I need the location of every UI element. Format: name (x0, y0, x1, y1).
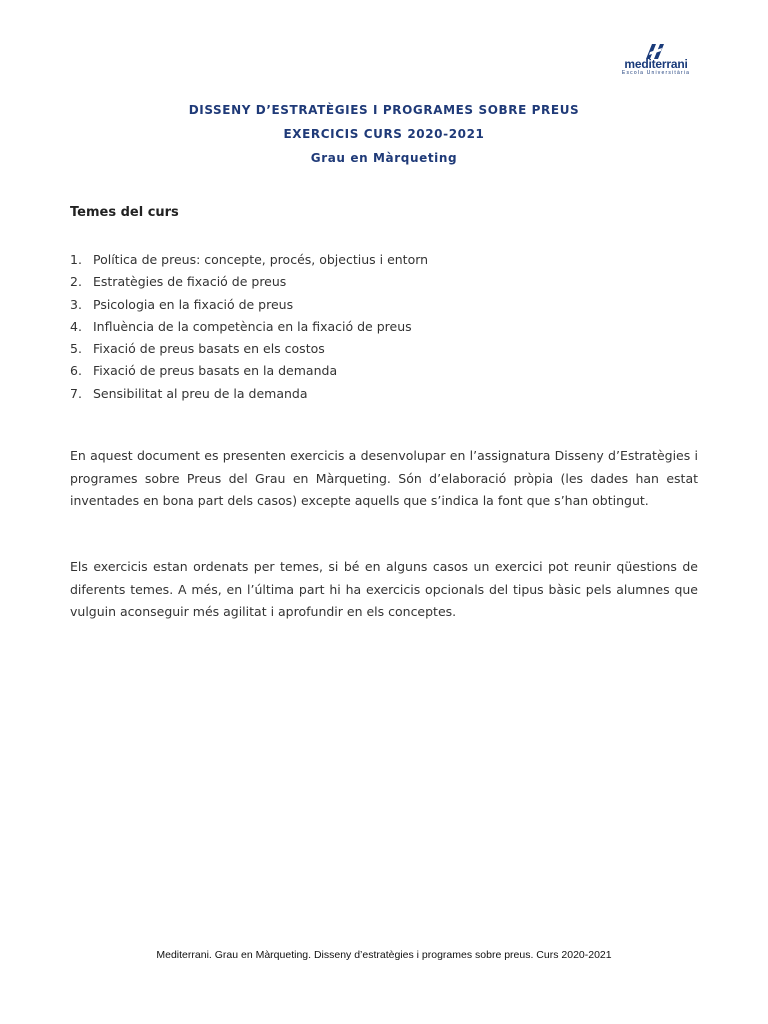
logo-subtitle: Escola Universitària (621, 70, 691, 76)
page-footer: Mediterrani. Grau en Màrqueting. Disseny d’estratègies i programes sobre preus. Curs 2020-2021 (156, 949, 612, 961)
list-item-number: 1. (70, 252, 82, 267)
list-item-number: 3. (70, 296, 82, 312)
list-item-text: Fixació de preus basats en la demanda (93, 363, 338, 379)
list-item (70, 316, 428, 338)
course-year: EXERCICIS CURS 2020-2021 (283, 127, 485, 141)
list-item-number: 4. (70, 318, 82, 334)
list-item-text: Fixació de preus basats en els costos (93, 341, 325, 357)
list-item-text: Estratègies de fixació de preus (93, 274, 287, 290)
list-item-text: Sensibilitat al preu de la demanda (93, 385, 308, 401)
list-item-text: Política de preus: concepte, procés, objectius i entorn (93, 252, 429, 267)
organization-paragraph: Els exercicis estan ordenats per temes, si bé en alguns casos un exercici pot reunir qüestions de diferents temes. A més, en l’última part hi ha exercicis opcionals del tipus bàsic pels alumnes que vulguin aconseguir més agilitat i aprofundir en els conceptes. (70, 559, 698, 619)
list-item-number: 7. (70, 385, 82, 401)
document-title-block (0, 98, 768, 170)
document-title: DISSENY D’ESTRATÈGIES I PROGRAMES SOBRE PREUS (188, 103, 580, 117)
intro-paragraph: En aquest document es presenten exercicis a desenvolupar en l’assignatura Disseny d’Estratègies i programes sobre Preus del Grau en Màrqueting. Són d’elaboració pròpia (les dades han estat inventades en bona part dels casos) excepte aquells que s’indica la font que s’han obtingut. (70, 448, 698, 508)
topics-list (70, 249, 428, 405)
list-item (70, 249, 428, 271)
list-item (70, 338, 428, 360)
list-item (70, 383, 428, 405)
topics-heading: Temes del curs (70, 205, 179, 220)
mediterrani-logo (617, 44, 695, 76)
list-item (70, 271, 428, 293)
degree-name: Grau en Màrqueting (310, 151, 458, 165)
list-item-number: 5. (70, 341, 82, 357)
list-item-text: Influència de la competència en la fixació de preus (93, 318, 412, 334)
logo-wordmark: mediterrani (624, 57, 688, 71)
list-item-number: 6. (70, 363, 82, 379)
list-item (70, 360, 428, 382)
list-item-text: Psicologia en la fixació de preus (93, 296, 294, 312)
list-item-number: 2. (70, 274, 82, 290)
list-item (70, 294, 428, 316)
